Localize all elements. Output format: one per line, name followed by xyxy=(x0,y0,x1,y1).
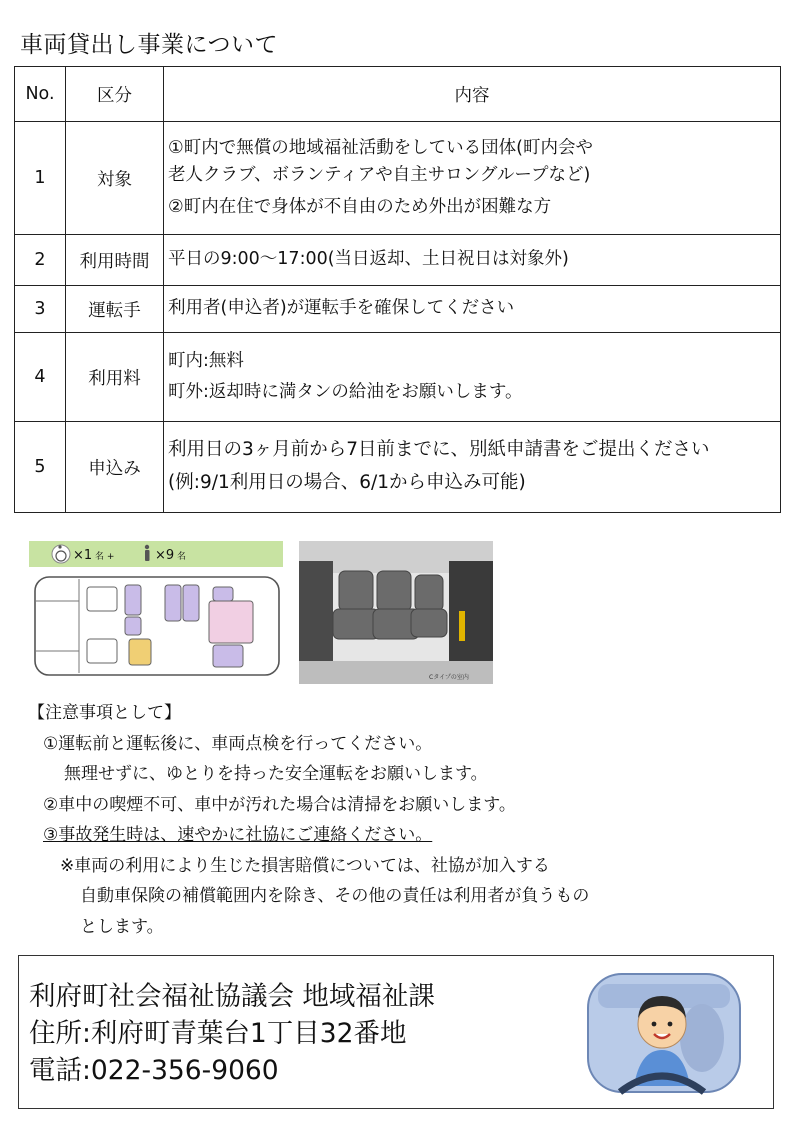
contact-info xyxy=(29,978,435,1089)
program-table xyxy=(14,66,781,513)
content-line: 平日の9:00～17:00(当日返却、土日祝日は対象外) xyxy=(168,249,569,270)
contact-address: 住所:利府町青葉台1丁目32番地 xyxy=(29,1018,407,1049)
content-line: 町外:返却時に満タンの給油をお願いします。 xyxy=(168,382,523,402)
row-category: 利用時間 xyxy=(66,235,164,286)
header-content: 内容 xyxy=(164,67,781,122)
wheelchair-icon xyxy=(52,545,70,563)
note-item-underlined: ③事故発生時は、速やかに社協にご連絡ください。 xyxy=(43,825,433,845)
content-line: (例:9/1利用日の場合、6/1から申込み可能) xyxy=(168,472,526,493)
row-category: 対象 xyxy=(66,122,164,235)
row-number: 5 xyxy=(15,422,66,513)
content-line: ②町内在住で身体が不自由のため外出が困難な方 xyxy=(168,196,552,217)
seating-layout-diagram xyxy=(29,541,283,679)
content-line: 町内:無料 xyxy=(168,350,244,371)
table-row xyxy=(15,235,781,286)
row-number: 1 xyxy=(15,122,66,235)
note-item xyxy=(28,820,589,851)
note-item: ①運転前と運転後に、車両点検を行ってください。 xyxy=(43,733,433,754)
header-no: No. xyxy=(15,67,66,122)
content-line: 利用者(申込者)が運転手を確保してください xyxy=(168,298,515,319)
table-row xyxy=(15,333,781,422)
note-item: ※車両の利用により生じた損害賠償については、社協が加入する xyxy=(60,855,550,876)
table-header-row xyxy=(15,67,781,122)
row-content xyxy=(164,333,781,422)
notes-heading: 【注意事項として】 xyxy=(28,703,181,723)
table-row xyxy=(15,422,781,513)
header-kubun: 区分 xyxy=(66,67,164,122)
contact-org: 利府町社会福祉協議会 地域福祉課 xyxy=(29,981,435,1012)
document-title: 車両貸出し事業について xyxy=(20,32,279,58)
row-content xyxy=(164,122,781,235)
photo-caption: Cタイプの室内 xyxy=(429,674,469,681)
person-unit: 名 xyxy=(177,552,187,562)
table-row xyxy=(15,286,781,333)
note-item: 自動車保険の補償範囲内を除き、その他の責任は利用者が負うもの xyxy=(80,886,590,906)
note-item: 無理せずに、ゆとりを持った安全運転をお願いします。 xyxy=(64,764,488,784)
contact-phone: 電話:022-356-9060 xyxy=(29,1055,279,1086)
row-content xyxy=(164,422,781,513)
row-content xyxy=(164,235,781,286)
table-row xyxy=(15,122,781,235)
van-interior-photo xyxy=(299,541,493,684)
content-line: 利用日の3ヶ月前から7日前までに、別紙申請書をご提出ください xyxy=(168,439,710,461)
note-item: ②車中の喫煙不可、車中が汚れた場合は清掃をお願いします。 xyxy=(43,794,516,815)
content-line: ①町内で無償の地域福祉活動をしている団体(町内会や xyxy=(168,138,594,159)
row-category: 利用料 xyxy=(66,333,164,422)
row-number: 4 xyxy=(15,333,66,422)
row-number: 2 xyxy=(15,235,66,286)
note-item: とします。 xyxy=(80,916,164,937)
contact-box xyxy=(18,955,774,1109)
row-number: 3 xyxy=(15,286,66,333)
wheelchair-count: ×1 xyxy=(73,548,93,563)
person-icon xyxy=(145,545,150,561)
content-line: 老人クラブ、ボランティアや自主サロングループなど) xyxy=(168,165,591,186)
notes-section xyxy=(28,698,589,942)
driver-illustration xyxy=(584,966,744,1096)
row-category: 運転手 xyxy=(66,286,164,333)
person-count: ×9 xyxy=(155,548,175,563)
row-content xyxy=(164,286,781,333)
van-top-view xyxy=(35,577,279,675)
wheelchair-unit: 名 + xyxy=(95,552,115,562)
row-category: 申込み xyxy=(66,422,164,513)
